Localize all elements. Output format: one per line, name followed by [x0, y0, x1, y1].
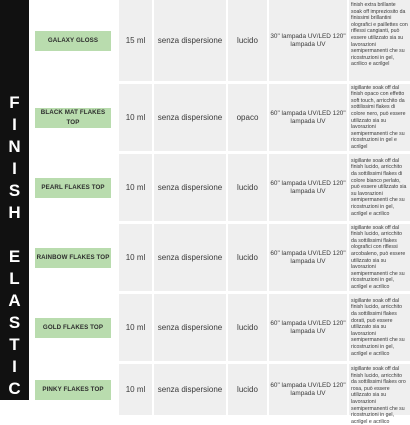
dispersion-cell: senza dispersione: [154, 224, 226, 291]
product-cell: [29, 364, 117, 415]
product-name-badge: PINKY FLAKES TOP: [35, 380, 111, 400]
product-cell: [29, 154, 117, 221]
description-cell: sigillante soak off dal finish lucido, arricchito da sottilissimi flakes oro rosa, può essere utilizzato sia su lavorazioni semipermanenti che su ricostruzioni in gel, acrilgel e acrilico: [349, 364, 410, 415]
volume-cell: 10 ml: [119, 294, 152, 361]
product-name-badge: RAINBOW FLAKES TOP: [35, 248, 111, 268]
title-letter: N: [8, 137, 21, 156]
volume-cell: 15 ml: [119, 0, 152, 81]
volume-cell: 10 ml: [119, 364, 152, 415]
product-grid: [29, 0, 408, 425]
product-cell: [29, 0, 117, 81]
title-letter: I: [12, 159, 17, 178]
description-cell: sigillante soak off dal finish lucido, arricchito da sottilissimi flakes olografici con riflessi arcobaleno, può essere utilizzato sia su lavorazioni semipermanenti che su ricostruzioni in gel, acrilgel e acrilico: [349, 224, 410, 291]
description-cell: finish extra brillante soak off impreziosito da finissimi brillantini olografici e paillettes con riflessi cangianti, può essere utilizzato sia su lavorazioni semipermanenti che su ricostruzioni in gel, acrilico e acrilgel: [349, 0, 410, 81]
title-letter: E: [8, 247, 21, 266]
volume-cell: 10 ml: [119, 154, 152, 221]
title-letter: I: [12, 401, 17, 420]
volume-cell: 10 ml: [119, 84, 152, 151]
dispersion-cell: senza dispersione: [154, 294, 226, 361]
description-cell: sigillante soak off dal finish lucido, arricchito da sottilissimi flakes di colore bianco perlato, può essere utilizzato sia su lavorazioni semipermanenti che su ricostruzioni in gel, acrilgel e acrilico: [349, 154, 410, 221]
title-letter: C: [8, 379, 21, 398]
lamp-cell: 60" lampada UV/LED 120" lampada UV: [269, 294, 347, 361]
dispersion-cell: senza dispersione: [154, 0, 226, 81]
title-letter: F: [9, 93, 20, 112]
title-letter: T: [9, 335, 20, 354]
title-letter: L: [9, 269, 20, 288]
finish-cell: lucido: [228, 224, 267, 291]
title-letter: S: [8, 313, 21, 332]
product-name-badge: BLACK MAT FLAKES TOP: [35, 108, 111, 128]
title-letter: A: [8, 291, 21, 310]
product-name-badge: GALAXY GLOSS: [35, 31, 111, 51]
lamp-cell: 60" lampada UV/LED 120" lampada UV: [269, 224, 347, 291]
lamp-cell: 60" lampada UV/LED 120" lampada UV: [269, 84, 347, 151]
category-title: [0, 92, 29, 422]
dispersion-cell: senza dispersione: [154, 364, 226, 415]
description-cell: sigillante soak off dal finish lucido, arricchito da sottilissimi flakes dorati, può essere utilizzato sia su lavorazioni semipermanenti che su ricostruzioni in gel, acrilgel e acrilico: [349, 294, 410, 361]
title-letter: H: [8, 203, 21, 222]
product-cell: [29, 294, 117, 361]
category-sidebar: [0, 0, 29, 420]
product-cell: [29, 224, 117, 291]
lamp-cell: 60" lampada UV/LED 120" lampada UV: [269, 154, 347, 221]
finish-cell: lucido: [228, 294, 267, 361]
finish-cell: lucido: [228, 0, 267, 81]
title-letter: I: [12, 115, 17, 134]
title-letter: I: [12, 357, 17, 376]
dispersion-cell: senza dispersione: [154, 154, 226, 221]
lamp-cell: 60" lampada UV/LED 120" lampada UV: [269, 364, 347, 415]
volume-cell: 10 ml: [119, 224, 152, 291]
product-cell: [29, 84, 117, 151]
dispersion-cell: senza dispersione: [154, 84, 226, 151]
finish-cell: lucido: [228, 154, 267, 221]
product-name-badge: GOLD FLAKES TOP: [35, 318, 111, 338]
title-letter: S: [8, 181, 21, 200]
product-name-badge: PEARL FLAKES TOP: [35, 178, 111, 198]
description-cell: sigillante soak off dal finish opaco con effetto soft touch, arricchito da sottilissimi flakes di colore nero, può essere utilizzato sia su lavorazioni semipermanenti che su ricostruzioni in gel e acrilgel: [349, 84, 410, 151]
finish-cell: lucido: [228, 364, 267, 415]
finish-cell: opaco: [228, 84, 267, 151]
lamp-cell: 30" lampada UV/LED 120" lampada UV: [269, 0, 347, 81]
